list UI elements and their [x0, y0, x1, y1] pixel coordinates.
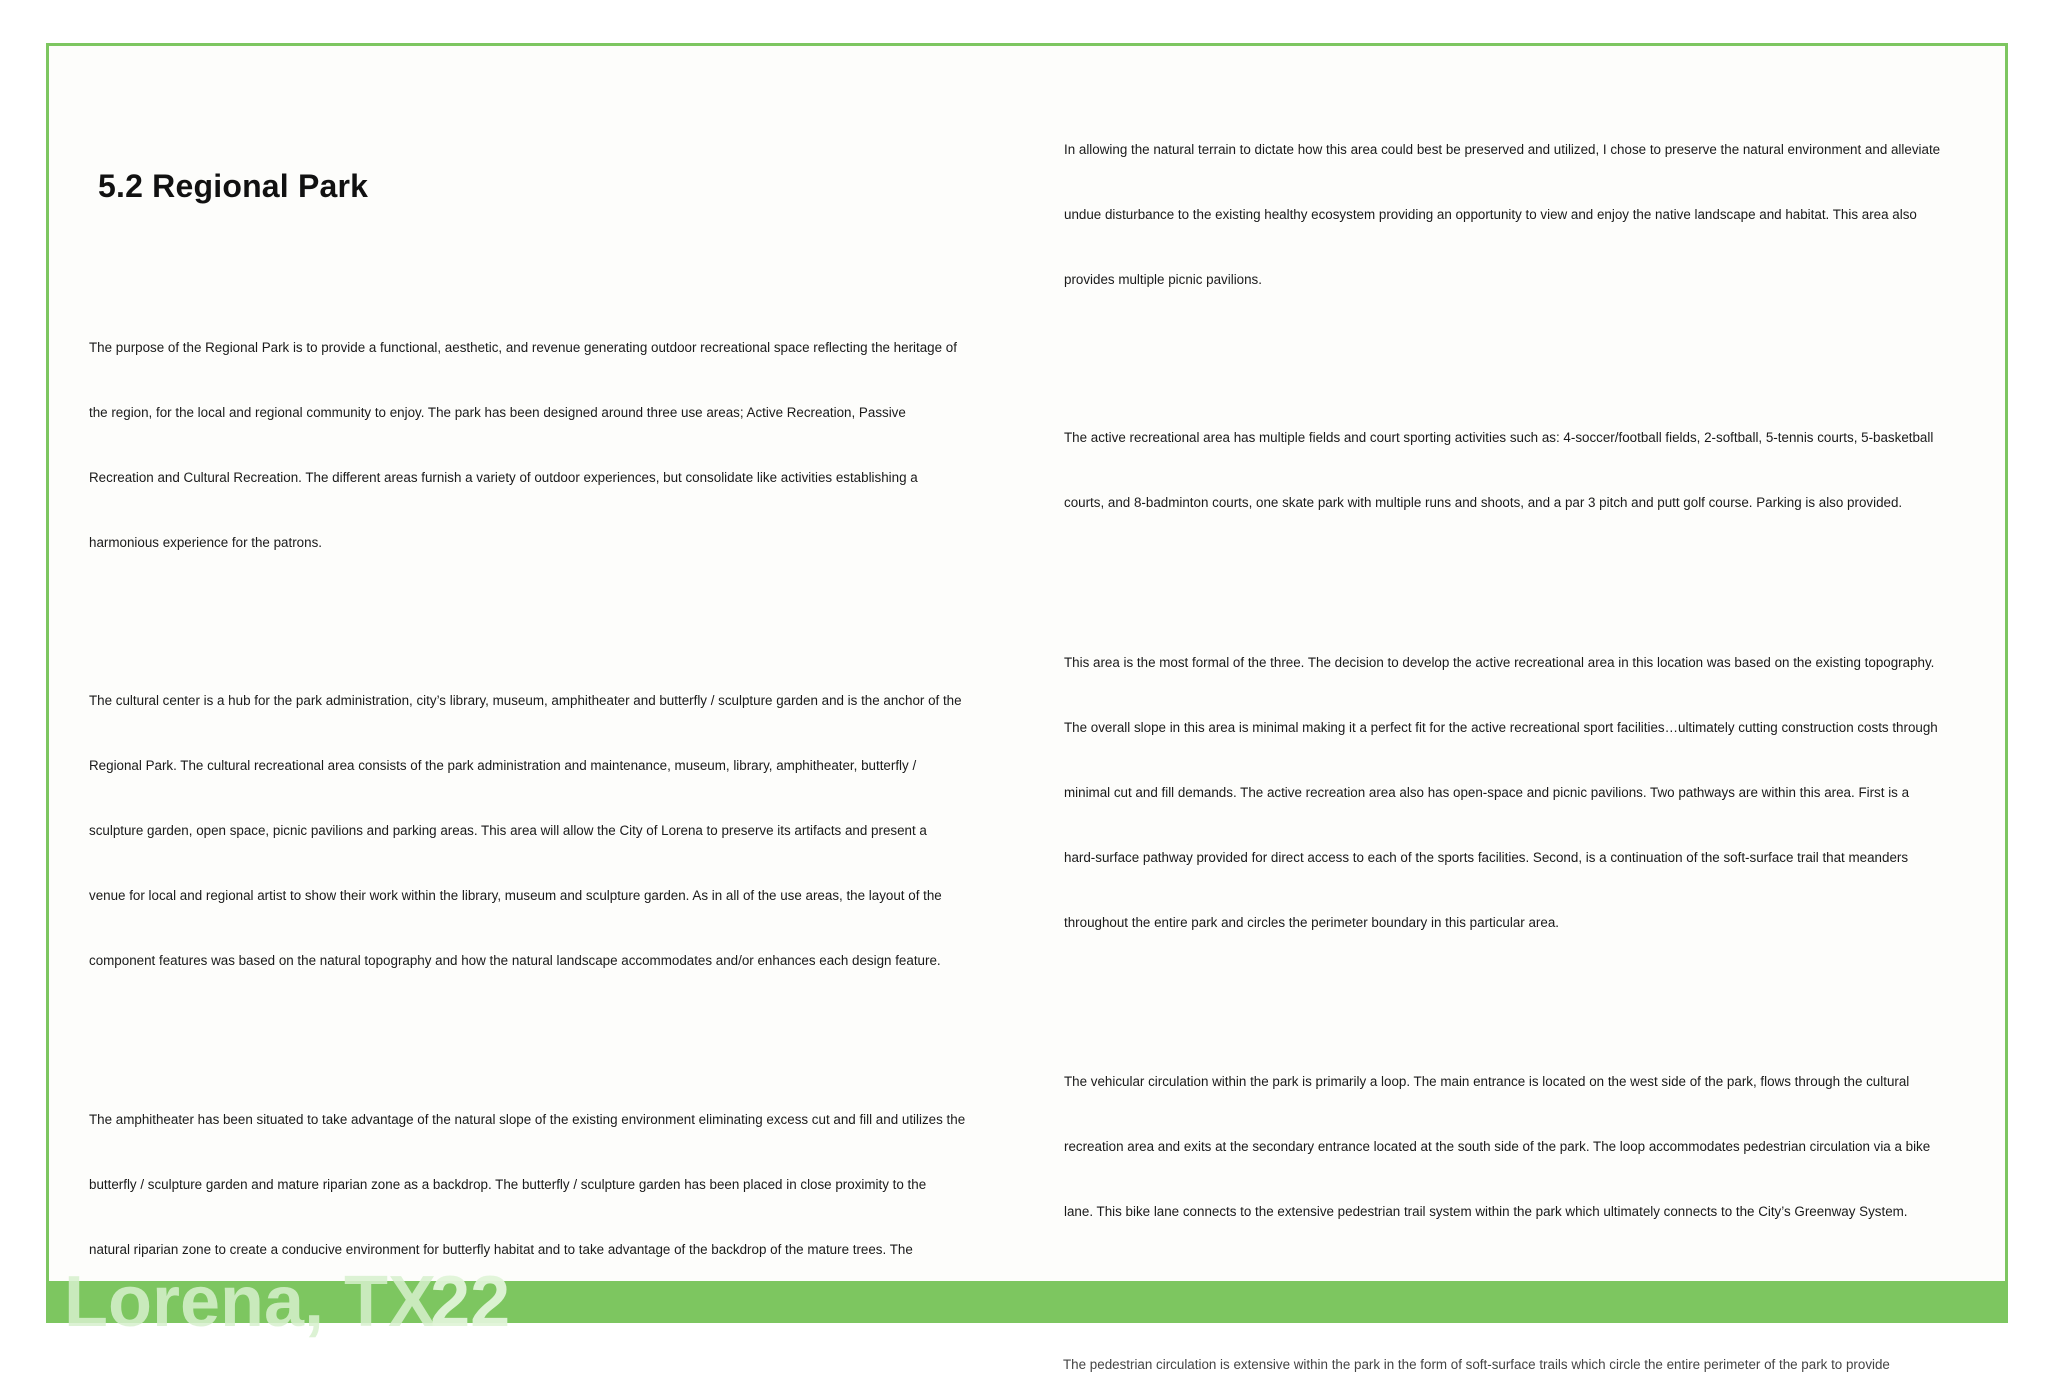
text-line: In allowing the natural terrain to dictate how this area could best be preserved and utilized, I chose to preserve the natural environment and alleviate — [1064, 142, 1941, 157]
text-line: This area is the most formal of the three. The decision to develop the active recreational area in this location was based on the existing topography. — [1064, 655, 1935, 670]
page-title: 5.2 Regional Park — [98, 168, 369, 204]
text-line: harmonious experience for the patrons. — [89, 535, 322, 550]
text-line: recreation area and exits at the secondary entrance located at the south side of the park. The loop accommodates pedestrian circulation via a bike — [1064, 1139, 1931, 1154]
paragraph-natural-terrain — [1064, 117, 1940, 312]
page-number: 22 — [430, 1262, 511, 1342]
paragraph-amphitheater — [89, 1087, 965, 1282]
text-line: minimal cut and fill demands. The active recreation area also has open-space and picnic pavilions. Two pathways are within this area. First is a — [1064, 785, 1910, 800]
text-line: Regional Park. The cultural recreational area consists of the park administration and maintenance, museum, library, amphitheater, butterfly / — [89, 758, 917, 773]
overflow-text-line: The pedestrian circulation is extensive within the park in the form of soft-surface trails which circle the entire perimeter of the park to provide — [1063, 1357, 1890, 1372]
text-line: lane. This bike lane connects to the extensive pedestrian trail system within the park which ultimately connects to the City’s Greenway System. — [1064, 1204, 1908, 1219]
paragraph-cultural-center — [89, 668, 962, 993]
text-line: provides multiple picnic pavilions. — [1064, 272, 1262, 287]
paragraph-vehicular-circulation — [1064, 1049, 1930, 1244]
footer-brand-name: Lorena, TX — [64, 1262, 437, 1342]
text-line: throughout the entire park and circles the perimeter boundary in this particular area. — [1064, 915, 1559, 930]
text-line: sculpture garden, open space, picnic pavilions and parking areas. This area will allow the City of Lorena to preserve its artifacts and present a — [89, 823, 927, 838]
text-line: courts, and 8-badminton courts, one skate park with multiple runs and shoots, and a par 3 pitch and putt golf course. Parking is also provided. — [1064, 495, 1903, 510]
text-line: the region, for the local and regional community to enjoy. The park has been designed around three use areas; Active Recreation, Passive — [89, 405, 906, 420]
text-line: undue disturbance to the existing healthy ecosystem providing an opportunity to view and enjoy the native landscape and habitat. This area also — [1064, 207, 1917, 222]
text-line: The amphitheater has been situated to take advantage of the natural slope of the existing environment eliminating excess cut and fill and utilizes the — [89, 1112, 966, 1127]
footer-brand — [64, 1262, 510, 1342]
text-line: The overall slope in this area is minimal making it a perfect fit for the active recreational sport facilities…ultimately cutting construction costs through — [1064, 720, 1938, 735]
paragraph-purpose — [89, 315, 957, 575]
text-line: Recreation and Cultural Recreation. The different areas furnish a variety of outdoor experiences, but consolidate like activities establishing a — [89, 470, 918, 485]
text-line: The vehicular circulation within the park is primarily a loop. The main entrance is located on the west side of the park, flows through the cultural — [1064, 1074, 1910, 1089]
text-line: butterfly / sculpture garden and mature riparian zone as a backdrop. The butterfly / sculpture garden has been placed in close proximity to the — [89, 1177, 927, 1192]
text-line: The purpose of the Regional Park is to provide a functional, aesthetic, and revenue generating outdoor recreational space reflecting the heritage of — [89, 340, 957, 355]
paragraph-active-recreation — [1064, 405, 1933, 535]
text-line: venue for local and regional artist to show their work within the library, museum and sculpture garden. As in all of the use areas, the layout of the — [89, 888, 942, 903]
text-line: hard-surface pathway provided for direct access to each of the sports facilities. Second, is a continuation of the soft-surface trail that meanders — [1064, 850, 1909, 865]
paragraph-formal-area — [1064, 630, 1938, 955]
text-line: The cultural center is a hub for the park administration, city’s library, museum, amphitheater and butterfly / sculpture garden and is the anchor of the — [89, 693, 962, 708]
text-line: natural riparian zone to create a conducive environment for butterfly habitat and to take advantage of the backdrop of the mature trees. The — [89, 1242, 913, 1257]
text-line: component features was based on the natural topography and how the natural landscape accommodates and/or enhances each design feature. — [89, 953, 941, 968]
text-line: The active recreational area has multiple fields and court sporting activities such as: 4-soccer/football fields, 2-softball, 5-tennis courts, 5-basketball — [1064, 430, 1934, 445]
